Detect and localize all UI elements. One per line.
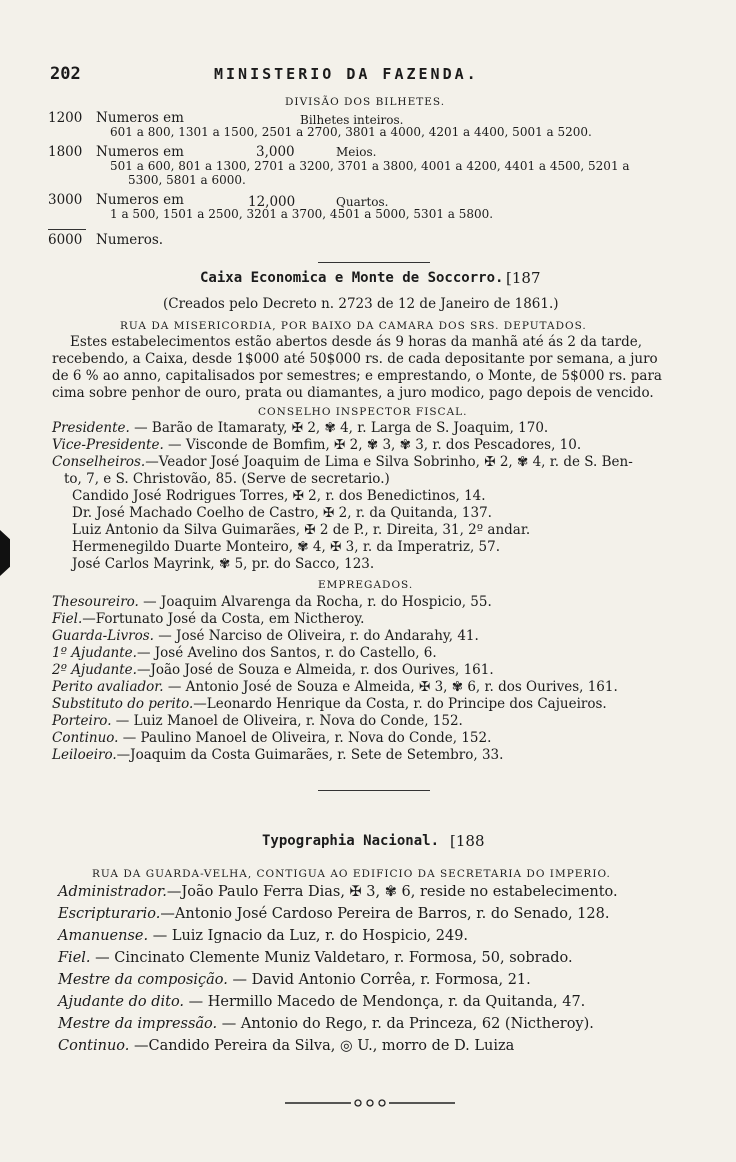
division-kind: Bilhetes inteiros. [300, 113, 404, 127]
employees-title: EMPREGADOS. [318, 579, 414, 591]
division-mid: 3,000 [256, 144, 295, 160]
employee-entry: Leiloeiro.—Joaquim da Costa Guimarães, r. Sete de Setembro, 33. [52, 747, 504, 763]
employee-entry: 1º Ajudante.— José Avelino dos Santos, r. do Castello, 6. [52, 645, 437, 661]
council-entry: Dr. José Machado Coelho de Castro, ✠ 2, r. da Quitanda, 137. [72, 505, 492, 521]
total-rule [48, 229, 86, 230]
division-qty: 3000 [48, 192, 83, 208]
end-ornament [285, 1099, 455, 1107]
staff-entry: Administrador.—João Paulo Ferra Dias, ✠ 3, ✾ 6, reside no estabelecimento. [58, 884, 618, 900]
council-entry: Vice-Presidente. — Visconde de Bomfim, ✠ 2, ✾ 3, ✾ 3, r. dos Pescadores, 10. [52, 437, 582, 453]
council-title: CONSELHO INSPECTOR FISCAL. [258, 406, 468, 418]
staff-entry: Ajudante do dito. — Hermillo Macedo de Mendonça, r. da Quitanda, 47. [58, 994, 586, 1010]
section-ref: [187 [506, 269, 541, 287]
staff-entry: Mestre da impressão. — Antonio do Rego, r. da Princeza, 62 (Nictheroy). [58, 1016, 594, 1032]
council-entry: Conselheiros.—Veador José Joaquim de Lima e Silva Sobrinho, ✠ 2, ✾ 4, r. de S. Ben- [52, 454, 633, 470]
employee-entry: Perito avaliador. — Antonio José de Souza e Almeida, ✠ 3, ✾ 6, r. dos Ourives, 161. [52, 679, 618, 695]
paragraph-line: recebendo, a Caixa, desde 1$000 até 50$000 rs. de cada depositante por semana, a juro [52, 351, 658, 367]
division-title: DIVISÃO DOS BILHETES. [285, 96, 446, 108]
role: Presidente. [52, 420, 130, 436]
division-mid: 12,000 [248, 194, 296, 210]
division-range: 601 a 800, 1301 a 1500, 2501 a 2700, 3801 a 4000, 4201 a 4400, 5001 a 5200. [110, 125, 592, 139]
employee-entry: Guarda-Livros. — José Narciso de Oliveira, r. do Andarahy, 41. [52, 628, 479, 644]
role: Vice-Presidente. [52, 437, 164, 453]
staff-entry: Mestre da composição. — David Antonio Corrêa, r. Formosa, 21. [58, 972, 531, 988]
division-label: Numeros em [96, 144, 184, 160]
employee-entry: 2º Ajudante.—João José de Souza e Almeida, r. dos Ourives, 161. [52, 662, 494, 678]
division-qty: 1800 [48, 144, 83, 160]
paragraph-line: cima sobre penhor de ouro, prata ou diamantes, a juro modico, pago depois de vencido. [52, 385, 654, 401]
employee-entry: Substituto do perito.—Leonardo Henrique da Costa, r. do Principe dos Cajueiros. [52, 696, 607, 712]
council-entry: Presidente. — Barão de Itamaraty, ✠ 2, ✾ 4, r. Larga de S. Joaquim, 170. [52, 420, 549, 436]
division-range: 501 a 600, 801 a 1300, 2701 a 3200, 3701 a 3800, 4001 a 4200, 4401 a 4500, 5201 a [110, 159, 630, 173]
council-entry: Luiz Antonio da Silva Guimarães, ✠ 2 de P., r. Direita, 31, 2º andar. [72, 522, 531, 538]
staff-entry: Continuo. —Candido Pereira da Silva, ◎ U., morro de D. Luiza [58, 1038, 515, 1054]
division-kind: Quartos. [336, 195, 389, 209]
division-label: Numeros em [96, 110, 184, 126]
division-total-label: Numeros. [96, 232, 164, 248]
division-range: 1 a 500, 1501 a 2500, 3201 a 3700, 4501 a 5000, 5301 a 5800. [110, 207, 494, 221]
section-divider [318, 790, 430, 791]
paragraph-line: de 6 % ao anno, capitalisados por semestres; e emprestando, o Monte, de 5$000 rs. para [52, 368, 662, 384]
staff-entry: Escripturario.—Antonio José Cardoso Pereira de Barros, r. do Senado, 128. [58, 906, 610, 922]
section-subtitle: (Creados pelo Decreto n. 2723 de 12 de Janeiro de 1861.) [163, 296, 559, 312]
council-entry: to, 7, e S. Christovão, 85. (Serve de secretario.) [64, 471, 390, 487]
staff-entry: Amanuense. — Luiz Ignacio da Luz, r. do Hospicio, 249. [58, 928, 469, 944]
paragraph-line: Estes estabelecimentos estão abertos desde ás 9 horas da manhã até ás 2 da tarde, [70, 334, 643, 350]
division-total-qty: 6000 [48, 232, 83, 248]
staff-entry: Fiel. — Cincinato Clemente Muniz Valdetaro, r. Formosa, 50, sobrado. [58, 950, 573, 966]
margin-ink-mark [0, 530, 10, 576]
page-number: 202 [50, 64, 81, 84]
section-title: Caixa Economica e Monte de Soccorro. [200, 270, 504, 286]
section-title: Typographia Nacional. [262, 833, 440, 849]
council-entry: Candido José Rodrigues Torres, ✠ 2, r. dos Benedictinos, 14. [72, 488, 486, 504]
role: Conselheiros. [52, 454, 146, 470]
division-kind: Meios. [336, 145, 377, 159]
section-address: RUA DA MISERICORDIA, POR BAIXO DA CAMARA DOS SRS. DEPUTADOS. [120, 320, 587, 332]
page-title: MINISTERIO DA FAZENDA. [214, 65, 479, 83]
division-range: 5300, 5801 a 6000. [128, 173, 246, 187]
employee-entry: Thesoureiro. — Joaquim Alvarenga da Rocha, r. do Hospicio, 55. [52, 594, 492, 610]
employee-entry: Continuo. — Paulino Manoel de Oliveira, r. Nova do Conde, 152. [52, 730, 492, 746]
division-qty: 1200 [48, 110, 83, 126]
employee-entry: Fiel.—Fortunato José da Costa, em Nictheroy. [52, 611, 365, 627]
section-divider [318, 262, 430, 263]
employee-entry: Porteiro. — Luiz Manoel de Oliveira, r. Nova do Conde, 152. [52, 713, 463, 729]
division-label: Numeros em [96, 192, 184, 208]
section-address: RUA DA GUARDA-VELHA, CONTIGUA AO EDIFICIO DA SECRETARIA DO IMPERIO. [92, 868, 611, 880]
council-entry: Hermenegildo Duarte Monteiro, ✾ 4, ✠ 3, r. da Imperatriz, 57. [72, 539, 501, 555]
section-ref: [188 [450, 832, 485, 850]
council-entry: José Carlos Mayrink, ✾ 5, pr. do Sacco, 123. [72, 556, 375, 572]
